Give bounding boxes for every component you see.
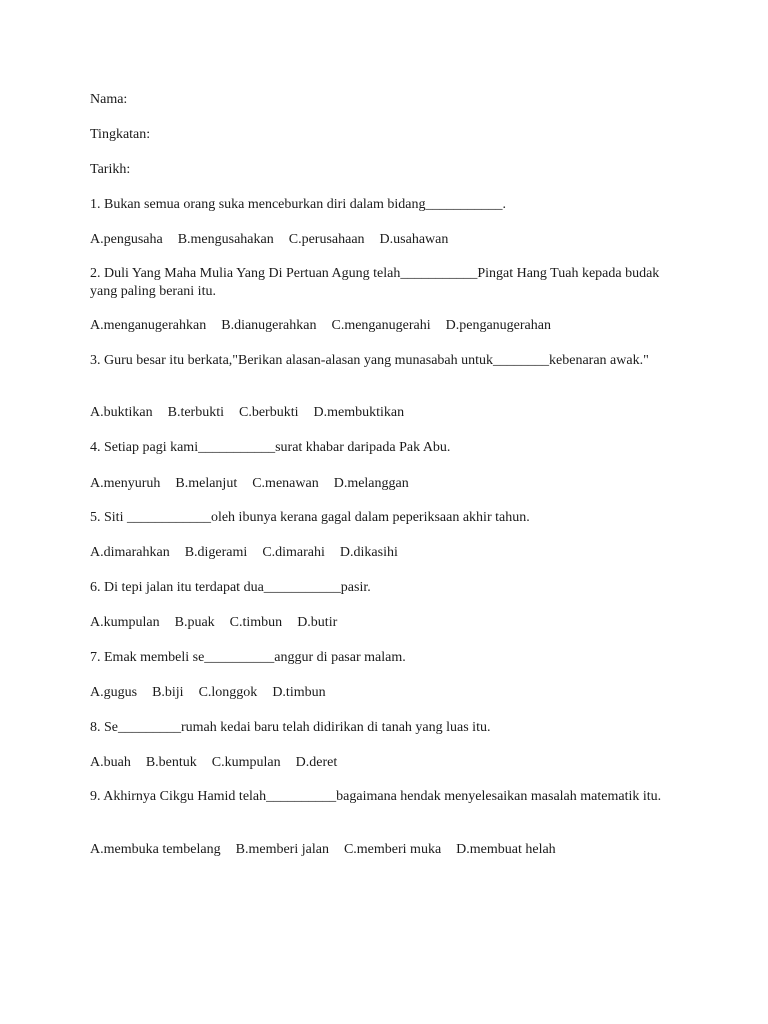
question-3-options — [90, 404, 680, 422]
name-label: Nama: — [90, 92, 128, 107]
option-a: A.dimarahkan — [90, 545, 170, 560]
option-d: D.membuat helah — [456, 842, 556, 857]
option-c: C.longgok — [198, 685, 258, 700]
option-a: A.pengusaha — [90, 232, 163, 247]
option-c: C.berbukti — [239, 405, 299, 420]
date-label: Tarikh: — [90, 162, 131, 177]
question-7-options — [90, 684, 680, 702]
option-c: C.menawan — [252, 476, 319, 491]
question-7-text: 7. Emak membeli se__________anggur di pasar malam. — [90, 650, 406, 665]
option-b: B.digerami — [184, 545, 248, 560]
question-8-text: 8. Se_________rumah kedai baru telah didirikan di tanah yang luas itu. — [90, 720, 491, 735]
question-5-text: 5. Siti ____________oleh ibunya kerana gagal dalam peperiksaan akhir tahun. — [90, 510, 530, 525]
option-c: C.memberi muka — [343, 842, 442, 857]
option-d: D.melanggan — [333, 476, 409, 491]
option-b: B.memberi jalan — [235, 842, 329, 857]
option-d: D.dikasihi — [339, 545, 398, 560]
question-8-options — [90, 754, 680, 772]
option-b: B.mengusahakan — [177, 232, 274, 247]
option-a: A.menganugerahkan — [90, 318, 207, 333]
option-c: C.timbun — [229, 615, 283, 630]
option-b: B.terbukti — [167, 405, 224, 420]
option-d: D.timbun — [272, 685, 326, 700]
option-d: D.deret — [295, 755, 338, 770]
question-5-options — [90, 544, 680, 562]
option-a: A.buktikan — [90, 405, 153, 420]
question-6-text: 6. Di tepi jalan itu terdapat dua___________pasir. — [90, 580, 371, 595]
option-b: B.bentuk — [145, 755, 197, 770]
question-2-text: 2. Duli Yang Maha Mulia Yang Di Pertuan Agung telah___________Pingat Hang Tuah kepada budak yang paling berani itu. — [90, 266, 660, 299]
option-a: A.membuka tembelang — [90, 842, 221, 857]
option-a: A.buah — [90, 755, 131, 770]
option-c: C.dimarahi — [262, 545, 325, 560]
question-4-options — [90, 475, 680, 493]
option-c: C.menganugerahi — [331, 318, 431, 333]
option-a: A.gugus — [90, 685, 138, 700]
option-d: D.penganugerahan — [445, 318, 551, 333]
option-b: B.puak — [174, 615, 215, 630]
option-c: C.kumpulan — [211, 755, 281, 770]
option-d: D.usahawan — [379, 232, 449, 247]
option-b: B.biji — [152, 685, 184, 700]
option-d: D.butir — [297, 615, 338, 630]
option-b: B.dianugerahkan — [221, 318, 317, 333]
option-b: B.melanjut — [175, 476, 238, 491]
question-3-text: 3. Guru besar itu berkata,"Berikan alasan-alasan yang munasabah untuk________kebenaran awak." — [90, 353, 649, 368]
form-label: Tingkatan: — [90, 127, 151, 142]
option-c: C.perusahaan — [288, 232, 365, 247]
option-a: A.menyuruh — [90, 476, 161, 491]
question-9-options — [90, 841, 680, 859]
question-9-text: 9. Akhirnya Cikgu Hamid telah__________bagaimana hendak menyelesaikan masalah matematik itu. — [90, 789, 662, 804]
question-6-options — [90, 614, 680, 632]
option-d: D.membuktikan — [313, 405, 405, 420]
question-2-options — [90, 317, 680, 335]
question-1-options — [90, 231, 680, 249]
question-4-text: 4. Setiap pagi kami___________surat khabar daripada Pak Abu. — [90, 440, 451, 455]
question-1-text: 1. Bukan semua orang suka menceburkan diri dalam bidang___________. — [90, 197, 507, 212]
option-a: A.kumpulan — [90, 615, 160, 630]
